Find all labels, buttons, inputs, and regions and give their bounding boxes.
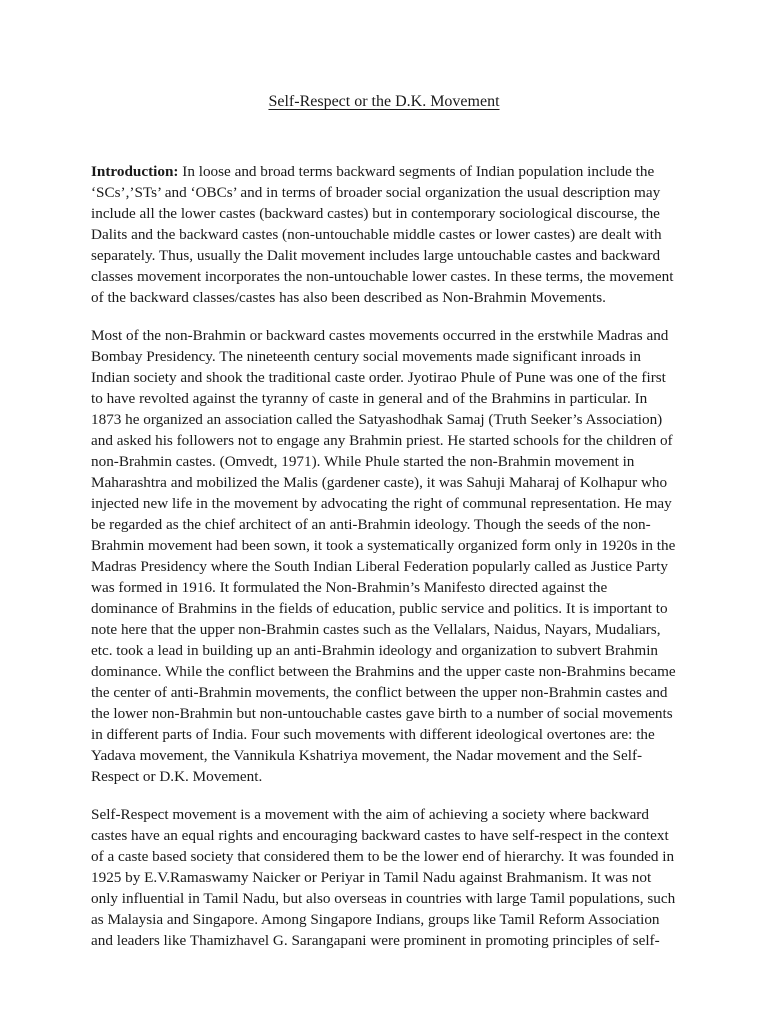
paragraph-self-respect-movement: Self-Respect movement is a movement with the aim of achieving a society where backward castes have an equal rights and encouraging backward castes to have self-respect in the context of a caste based society that considered them to be the lower end of hierarchy. It was founded in 1925 by E.V.Ramaswamy Naicker or Periyar in Tamil Nadu against Brahmanism. It was not only influential in Tamil Nadu, but also overseas in countries with large Tamil populations, such as Malaysia and Singapore. Among Singapore Indians, groups like Tamil Reform Association and leaders like Thamizhavel G. Sarangapani were prominent in promoting principles of self- xyxy=(91,806,676,949)
paragraph-introduction xyxy=(91,161,677,308)
introduction-text: In loose and broad terms backward segments of Indian population include the ‘SCs’,’STs’ and ‘OBCs’ and in terms of broader social organization the usual description may include all the lower castes (backward castes) but in contemporary sociological discourse, the Dalits and the backward castes (non-untouchable middle castes or lower castes) are dealt with separately. Thus, usually the Dalit movement includes large untouchable castes and backward classes movement incorporates the non-untouchable lower castes. In these terms, the movement of the backward classes/castes has also been described as Non-Brahmin Movements. xyxy=(91,163,674,306)
document-title xyxy=(0,92,768,112)
document-title-text: Self-Respect or the D.K. Movement xyxy=(268,93,500,110)
introduction-label: Introduction: xyxy=(91,163,179,180)
document-body xyxy=(91,161,677,968)
paragraph-non-brahmin-movements: Most of the non-Brahmin or backward castes movements occurred in the erstwhile Madras and Bombay Presidency. The nineteenth century social movements made significant inroads in Indian society and shook the traditional caste order. Jyotirao Phule of Pune was one of the first to have revolted against the tyranny of caste in general and of the Brahmins in particular. In 1873 he organized an association called the Satyashodhak Samaj (Truth Seeker’s Association) and asked his followers not to engage any Brahmin priest. He started schools for the children of non-Brahmin castes. (Omvedt, 1971). While Phule started the non-Brahmin movement in Maharashtra and mobilized the Malis (gardener caste), it was Sahuji Maharaj of Kolhapur who injected new life in the movement by advocating the right of communal representation. He may be regarded as the chief architect of an anti-Brahmin ideology. Though the seeds of the non-Brahmin movement had been sown, it took a systematically organized form only in 1920s in the Madras Presidency where the South Indian Liberal Federation popularly called as Justice Party was formed in 1916. It formulated the Non-Brahmin’s Manifesto directed against the dominance of Brahmins in the fields of education, public service and politics. It is important to note here that the upper non-Brahmin castes such as the Vellalars, Naidus, Nayars, Mudaliars, etc. took a lead in building up an anti-Brahmin ideology and organization to subvert Brahmin dominance. While the conflict between the Brahmins and the upper caste non-Brahmins became the center of anti-Brahmin movements, the conflict between the upper non-Brahmin castes and the lower non-Brahmin but non-untouchable castes gave birth to a number of social movements in different parts of India. Four such movements with different ideological overtones are: the Yadava movement, the Vannikula Kshatriya movement, the Nadar movement and the Self-Respect or D.K. Movement. xyxy=(91,327,676,785)
